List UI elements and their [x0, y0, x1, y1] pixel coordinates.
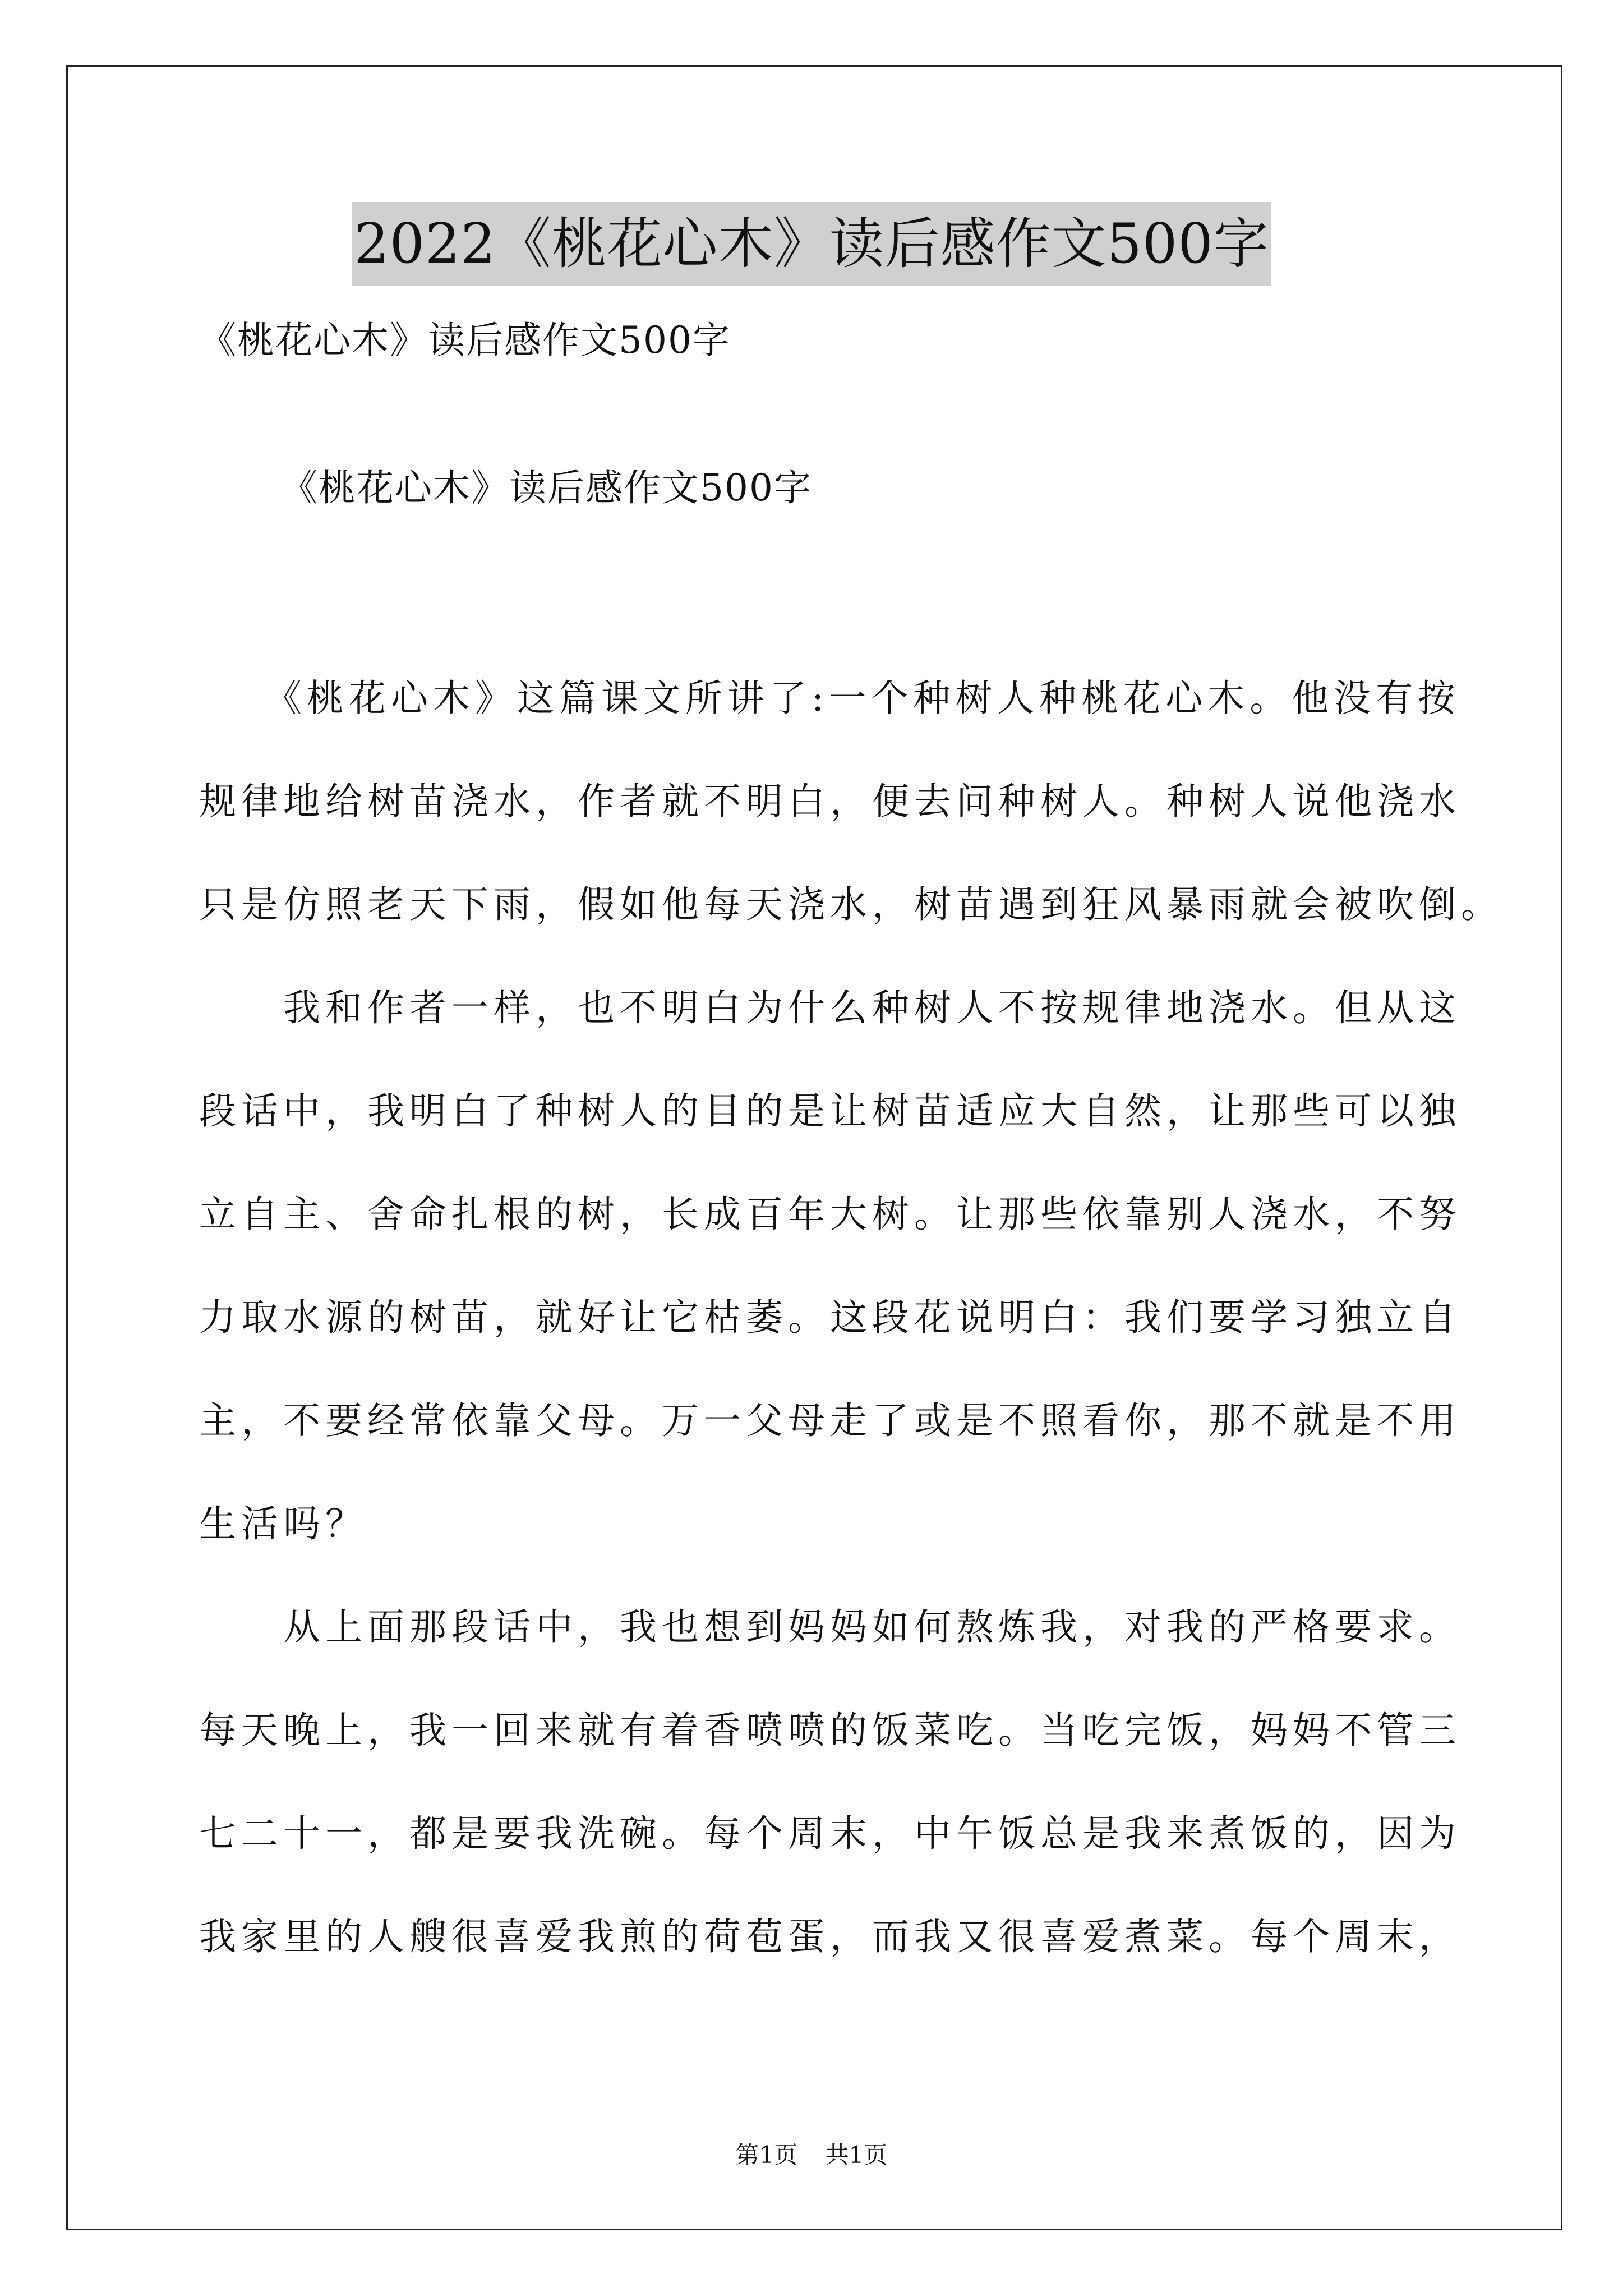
- body-line: 生活吗？: [199, 1502, 367, 1545]
- body-line: 我家里的人艘很喜爱我煎的荷苞蛋，而我又很喜爱煮菜。每个周末，: [199, 1915, 1461, 1958]
- body-line: 七二十一，都是要我洗碗。每个周末，中午饭总是我来煮饭的，因为: [199, 1812, 1461, 1855]
- body-line: 力取水源的树苗，就好让它枯萎。这段花说明白：我们要学习独立自: [199, 1296, 1461, 1339]
- page-footer: [0, 2138, 1623, 2172]
- subtitle-primary: 《桃花心木》读后感作文500字: [199, 319, 731, 362]
- body-line: 从上面那段话中，我也想到妈妈如何熬炼我，对我的严格要求。: [199, 1605, 1461, 1649]
- body-line: 立自主、舍命扎根的树，长成百年大树。让那些依靠别人浇水，不努: [199, 1193, 1461, 1236]
- page-total: 共1页: [825, 2141, 888, 2169]
- body-line: 主，不要经常依靠父母。万一父母走了或是不照看你，那不就是不用: [199, 1399, 1461, 1442]
- body-line: 《桃花心木》这篇课文所讲了:一个种树人种桃花心木。他没有按: [199, 677, 1460, 720]
- subtitle-secondary: 《桃花心木》读后感作文500字: [280, 466, 812, 509]
- body-text: [199, 673, 1503, 2015]
- body-line: 只是仿照老天下雨，假如他每天浇水，树苗遇到狂风暴雨就会被吹倒。: [199, 883, 1503, 926]
- body-line: 规律地给树苗浇水，作者就不明白，便去问种树人。种树人说他浇水: [199, 780, 1461, 823]
- body-line: 每天晚上，我一回来就有着香喷喷的饭菜吃。当吃完饭，妈妈不管三: [199, 1709, 1461, 1752]
- body-line: 我和作者一样，也不明白为什么种树人不按规律地浇水。但从这: [199, 986, 1461, 1029]
- title-container: [0, 202, 1623, 286]
- body-line: 段话中，我明白了种树人的目的是让树苗适应大自然，让那些可以独: [199, 1089, 1461, 1133]
- document-title: 2022《桃花心木》读后感作文500字: [352, 202, 1271, 286]
- page-number: 第1页: [735, 2141, 798, 2169]
